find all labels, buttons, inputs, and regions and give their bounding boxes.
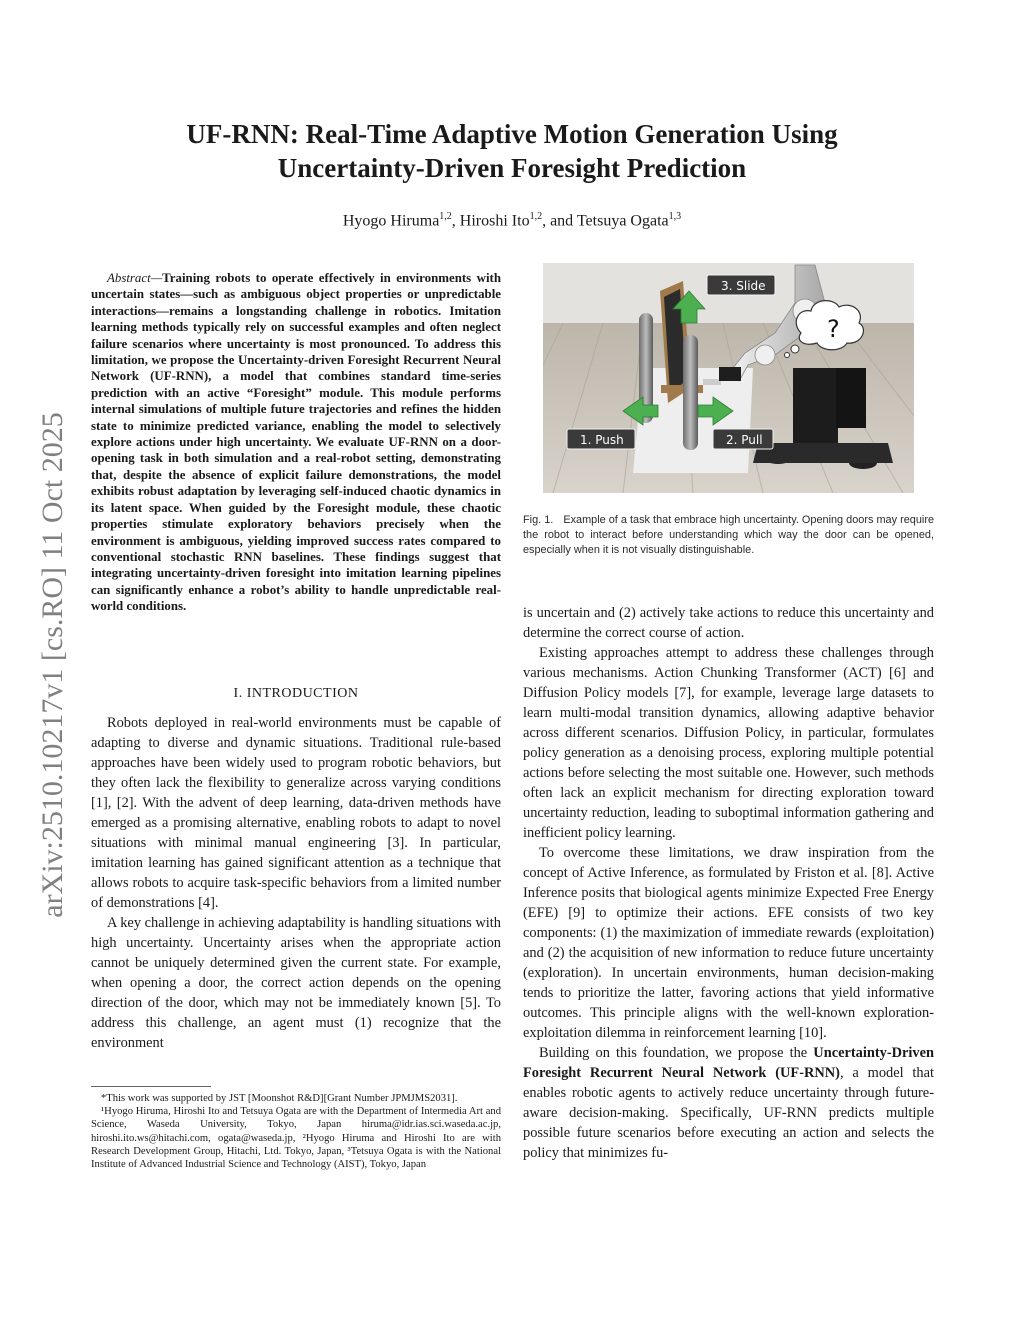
right-column-body [523,603,934,1163]
label-push-text: 1. Push [580,433,624,447]
text-run: , a model that enables robotic agents to actively reduce uncertainty through future-aware decision-making. Specifically, UF-RNN predicts multiple possible future scenarios before executing an action and selects the policy that minimizes fu- [523,1065,935,1161]
section-heading: I. INTRODUCTION [233,686,359,701]
author-name: Tetsuya Ogata [576,212,669,230]
arxiv-identifier: arXiv:2510.10217v1 [cs.RO] 11 Oct 2025 [36,412,69,918]
robot-column [793,368,838,448]
affiliation-footnote: ¹Hyogo Hiruma, Hiroshi Ito and Tetsuya Ogata are with the Department of Intermedia Art and Science, Waseda University, Tokyo, Japan hiruma@idr.ias.sci.waseda.ac.jp, hiroshi.ito.ws@hitachi.com, ogata@waseda.jp, ²Hyogo Hiruma and Hiroshi Ito are with Research Development Group, Hitachi, Ltd. Tokyo, Japan, ³Tetsuya Ogata is with the National Institute of Advanced Industrial Science and Technology (AIST), Tokyo, Japan [91,1106,501,1171]
paragraph: A key challenge in achieving adaptability is handling situations with high uncertainty. Uncertainty arises when the appropriate action cannot be uniquely determined given the current state. For example, when opening a door, the correct action depends on the opening direction of the door, which may not be immediately known [5]. To address this challenge, an agent must (1) recognize that the environment [91,915,501,1051]
label-push [567,429,635,449]
model-name-bold: Uncertainty-Driven Foresight Recurrent Neural Network (UF-RNN) [523,1045,934,1081]
author-name: Hyogo Hiruma [342,212,440,230]
figure-door-task [543,263,914,493]
abstract-label: Abstract [107,271,151,285]
author-affiliation: 1,2 [439,211,452,222]
footnote-divider [91,1086,211,1087]
introduction-body [91,713,501,1053]
thought-dot [785,353,790,358]
author-name: Hiroshi Ito [459,212,530,230]
paragraph: Robots deployed in real-world environments must be capable of adapting to diverse and dynamic situations. Traditional rule-based approaches have been widely used to program robotic behaviors, but they often lack the flexibility to generalize across varying conditions [1], [2]. With the advent of deep learning, data-driven methods have emerged as a promising alternative, enabling robots to adapt to novel situations with minimal manual engineering [3]. In particular, imitation learning has gained significant attention as a technique that allows robots to acquire task-specific behaviors from a limited number of demonstrations [4]. [91,715,501,911]
door-handle [703,379,721,385]
abstract-dash: — [150,271,163,285]
author-separator: , [451,212,460,230]
robot-chassis [753,443,893,463]
author-affiliation: 1,3 [668,211,682,222]
right-pillar [683,335,698,450]
paragraph: To overcome these limitations, we draw inspiration from the concept of Active Inference, as formulated by Friston et al. [8]. Active Inference posits that biological agents minimize Expected Free Energy (EFE) [9] to optimize their actions. EFE consists of two key components: (1) the maximization of immediate rewards (exploitation) and (2) the acquisition of new information to reduce future uncertainty (exploration). In uncertain environments, human decision-making tends to prioritize the latter, favoring actions that yield informative outcomes. This principle aligns with the well-known exploration-exploitation dilemma in reinforcement learning [10]. [523,845,934,1041]
thought-dot [791,345,799,353]
caption-text: Example of a task that embrace high uncertainty. Opening doors may require the robot to interact before understanding which way the door can be opened, especially when it is not visually distinguishable. [523,514,935,556]
figure-caption [523,513,934,558]
title-line-2: Uncertainty-Driven Foresight Prediction [277,153,747,183]
title-line-1: UF-RNN: Real-Time Adaptive Motion Generation Using [186,119,838,149]
robot-tower [836,368,866,428]
paragraph: is uncertain and (2) actively take actions to reduce this uncertainty and determine the correct course of action. [523,605,934,641]
label-slide-text: 3. Slide [721,279,766,293]
robot-gripper [719,367,741,381]
text-run: Building on this foundation, we propose the [539,1045,814,1061]
robot-joint [755,345,775,365]
author-affiliation: 1,2 [529,211,543,222]
paragraph [523,1043,934,1163]
author-separator: , and [542,212,577,230]
door-task-illustration [543,263,914,493]
paragraph: Existing approaches attempt to address these challenges through various mechanisms. Action Chunking Transformer (ACT) [6] and Diffusion Policy models [7], for example, leverage large datasets to learn multi-modal transition dynamics, allowing adaptive behavior across different scenarios. Diffusion Policy, in particular, formulates policy generation as a denoising process, exploring multiple potential actions before selecting the most suitable one. However, such methods often lack an explicit mechanism for directing exploration toward uncertainty reduction, leading to suboptimal information gathering and inefficient policy learning. [523,645,934,841]
label-slide [707,275,775,295]
footnotes [91,1092,501,1171]
abstract [91,270,501,615]
funding-footnote: *This work was supported by JST [Moonshot R&D][Grant Number JPMJMS2031]. [101,1093,458,1104]
paper-title [100,117,924,185]
abstract-text: Training robots to operate effectively in environments with uncertain states—such as ambiguous object properties or unpredictable interactions—remains a longstanding challenge in robotics. Imitation learning methods typically rely on successful examples and often neglect failure scenarios where uncertainty is most pronounced. To address this limitation, we propose the Uncertainty-driven Foresight Recurrent Neural Network (UF-RNN), a model that combines standard time-series prediction with an active “Foresight” module. This module performs internal simulations of multiple future trajectories and refines the hidden state to minimize predicted variance, enabling the model to selectively explore actions under high uncertainty. We evaluate UF-RNN on a door-opening task in both simulation and a real-robot setting, demonstrating that, despite the absence of explicit failure demonstrations, the model exhibits robust adaptation by leveraging self-induced chaotic dynamics in its latent space. When guided by the Foresight module, these chaotic properties stimulate exploratory behaviors precisely when the environment is ambiguous, yielding improved success rates compared to conventional stochastic RNN baselines. These findings suggest that integrating uncertainty-driven foresight into imitation learning pipelines can significantly enhance a robot’s ability to handle unpredictable real-world conditions. [91,271,501,614]
label-pull-text: 2. Pull [726,433,763,447]
author-list [100,211,924,230]
label-pull [713,429,773,449]
thought-question-mark: ? [827,315,840,343]
figure-label: Fig. 1. [523,514,554,526]
